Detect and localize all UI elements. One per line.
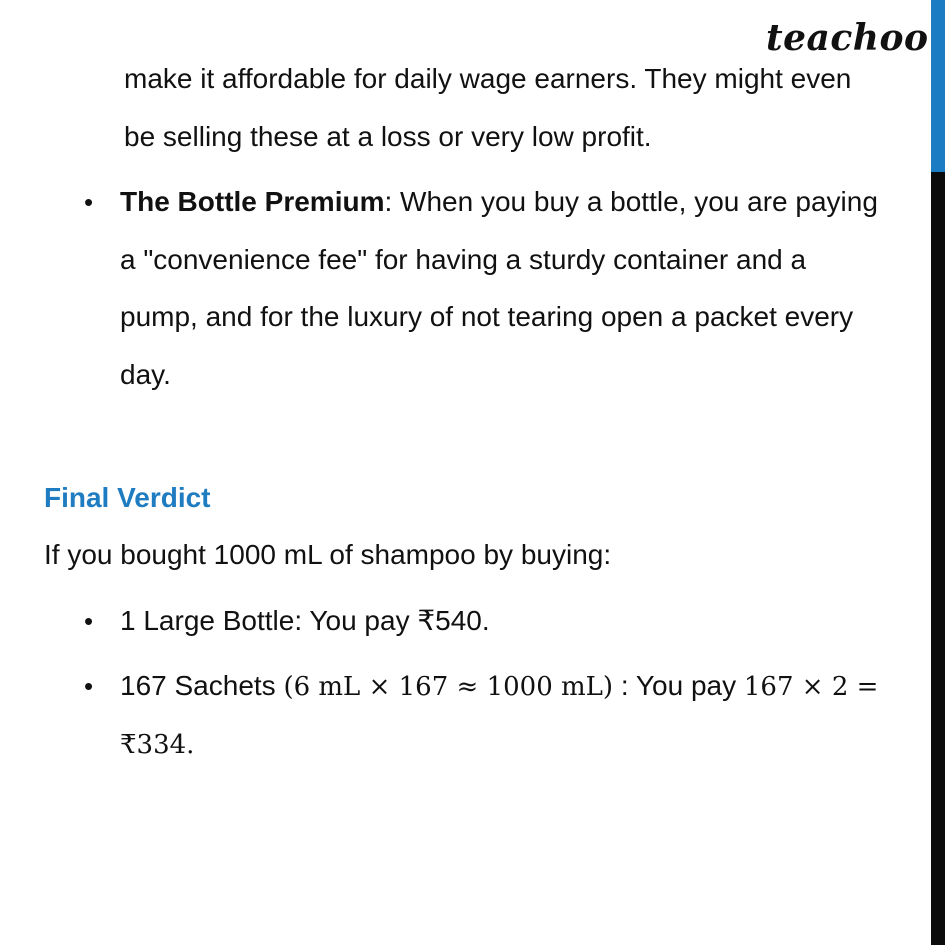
right-edge-accent xyxy=(931,0,945,172)
bottle-premium-line-1 xyxy=(120,182,878,222)
final-verdict-heading: Final Verdict xyxy=(44,482,211,513)
sachets-item-line-1 xyxy=(120,666,878,707)
bottle-premium-text-1: : When you buy a bottle, you are paying xyxy=(384,186,878,217)
sachets-total: ₹334. xyxy=(120,730,195,760)
sachets-math-expression: (6 mL × 167 ≈ 1000 mL) xyxy=(283,672,614,702)
continued-text-line-1: make it affordable for daily wage earners. They might even xyxy=(124,63,852,94)
large-bottle-item: 1 Large Bottle: You pay ₹540. xyxy=(120,605,490,636)
sachets-item-line-2 xyxy=(120,724,194,765)
bottle-premium-line-2: a "convenience fee" for having a sturdy container and a xyxy=(120,244,807,275)
bullet-bottle-premium: • xyxy=(84,187,94,217)
bullet-large-bottle: • xyxy=(84,606,94,636)
bottle-premium-term: The Bottle Premium xyxy=(120,186,385,217)
teachoo-logo: teachoo xyxy=(766,17,929,59)
sachets-prefix: 167 Sachets xyxy=(120,670,284,701)
continued-text-line-2: be selling these at a loss or very low profit. xyxy=(124,121,652,152)
final-verdict-intro: If you bought 1000 mL of shampoo by buying: xyxy=(44,539,612,570)
bottle-premium-line-3: pump, and for the luxury of not tearing open a packet every xyxy=(120,301,854,332)
bottle-premium-line-4: day. xyxy=(120,359,171,390)
sachets-middle-text: : You pay xyxy=(613,670,744,701)
bullet-sachets: • xyxy=(84,671,94,701)
sachets-math-result: 167 × 2 = xyxy=(743,672,879,702)
